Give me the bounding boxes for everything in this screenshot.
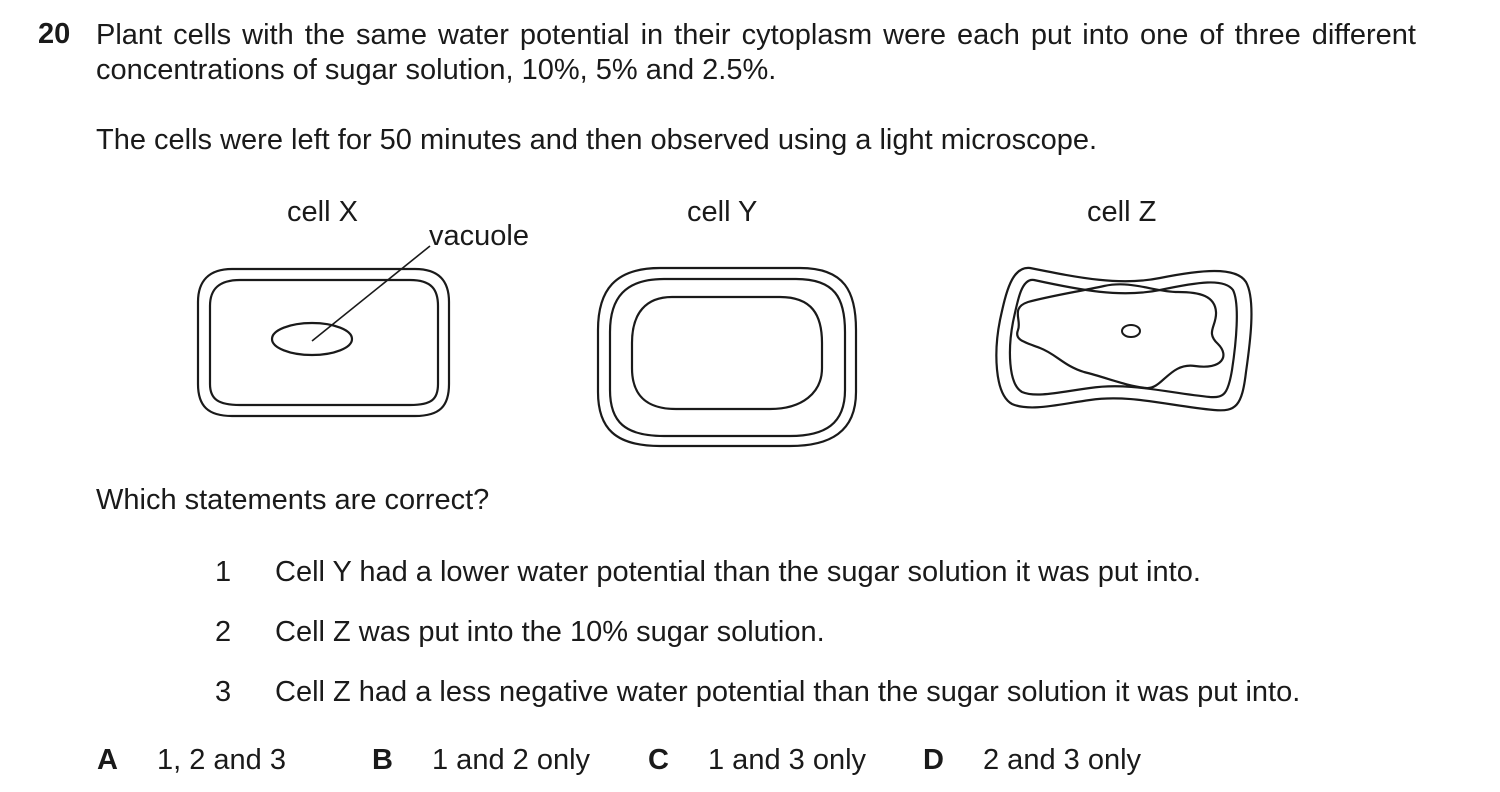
option-a-letter[interactable]: A bbox=[97, 744, 118, 776]
option-b-text[interactable]: 1 and 2 only bbox=[432, 744, 591, 776]
option-c-text[interactable]: 1 and 3 only bbox=[708, 744, 867, 776]
vacuole-label: vacuole bbox=[429, 220, 529, 252]
cell-y-wall-inner bbox=[610, 279, 845, 436]
cell-y-membrane bbox=[632, 297, 822, 409]
cell-z-drawing bbox=[996, 268, 1251, 410]
cell-y-drawing bbox=[598, 268, 856, 446]
cell-x-label: cell X bbox=[287, 196, 358, 228]
vacuole-pointer-line bbox=[312, 246, 430, 341]
cell-z-membrane bbox=[1017, 284, 1223, 388]
cell-z-label: cell Z bbox=[1087, 196, 1157, 228]
cell-x-membrane bbox=[210, 280, 438, 405]
statement-1-text: Cell Y had a lower water potential than the sugar solution it was put into. bbox=[275, 556, 1201, 588]
cell-z-nucleus bbox=[1122, 325, 1140, 337]
statement-1-number: 1 bbox=[215, 556, 232, 588]
statement-2-text: Cell Z was put into the 10% sugar solution. bbox=[275, 616, 825, 648]
cell-y-label: cell Y bbox=[687, 196, 758, 228]
option-b-letter[interactable]: B bbox=[372, 744, 393, 776]
option-c-letter[interactable]: C bbox=[648, 744, 669, 776]
question-stem: Plant cells with the same water potential in their cytoplasm were each put into one of three different concentrations of sugar solution, 10%, 5% and 2.5%. bbox=[96, 19, 1416, 86]
statement-3-number: 3 bbox=[215, 676, 232, 708]
cell-x-drawing bbox=[198, 246, 449, 416]
statement-3-text: Cell Z had a less negative water potential than the sugar solution it was put into. bbox=[275, 676, 1301, 708]
cell-x-wall-outer bbox=[198, 269, 449, 416]
option-d-text[interactable]: 2 and 3 only bbox=[983, 744, 1142, 776]
question-context: The cells were left for 50 minutes and then observed using a light microscope. bbox=[96, 124, 1098, 156]
cell-y-wall-outer bbox=[598, 268, 856, 446]
option-a-text[interactable]: 1, 2 and 3 bbox=[157, 744, 286, 776]
option-d-letter[interactable]: D bbox=[923, 744, 944, 776]
cell-x-vacuole bbox=[272, 323, 352, 355]
question-number: 20 bbox=[38, 18, 71, 50]
question-prompt: Which statements are correct? bbox=[96, 484, 490, 516]
statement-2-number: 2 bbox=[215, 616, 232, 648]
